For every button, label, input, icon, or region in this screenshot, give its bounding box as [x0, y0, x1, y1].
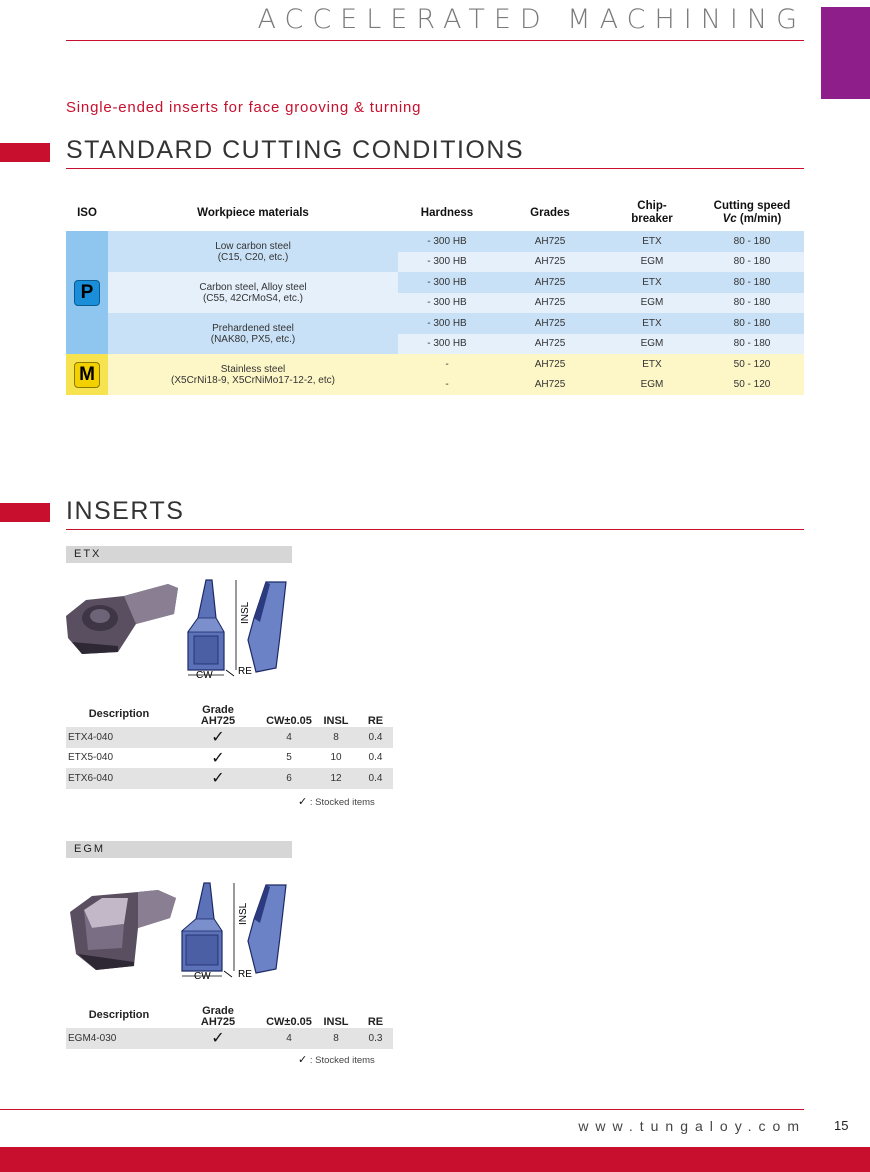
chipbreaker-cell: ETX — [604, 272, 700, 293]
stock-check — [172, 1028, 264, 1049]
re-label: RE — [238, 666, 252, 677]
hardness-cell: - 300 HB — [398, 334, 496, 355]
chipbreaker-cell: EGM — [604, 334, 700, 355]
header-grades: Grades — [530, 206, 570, 219]
chipbreaker-cell: ETX — [604, 313, 700, 334]
header-hardness: Hardness — [420, 206, 474, 219]
cw-label: CW — [196, 670, 213, 681]
header-rule — [66, 40, 804, 41]
insl-label: INSL — [238, 902, 249, 925]
insl-cell: 12 — [314, 768, 358, 789]
header-chipbreaker-line2: breaker — [631, 213, 673, 225]
grade-cell: AH725 — [496, 313, 604, 334]
cw-cell: 4 — [264, 727, 314, 748]
hardness-cell: - 300 HB — [398, 272, 496, 293]
etx-insert-diagram — [180, 578, 300, 682]
speed-cell: 80 - 180 — [700, 231, 804, 252]
header-cutting-speed — [700, 195, 804, 231]
material-detail: (C15, C20, etc.) — [217, 251, 289, 263]
material-detail: (C55, 42CrMoS4, etc.) — [202, 292, 304, 304]
material-cell — [108, 354, 398, 395]
table-header-row — [66, 701, 393, 727]
table-row — [66, 1028, 393, 1049]
header-grade — [172, 1003, 264, 1028]
grade-cell: AH725 — [496, 272, 604, 293]
speed-cell: 80 - 180 — [700, 334, 804, 355]
speed-cell: 80 - 180 — [700, 293, 804, 314]
cw-cell: 6 — [264, 768, 314, 789]
header-grade-line1: Grade — [202, 1005, 234, 1017]
chipbreaker-cell: EGM — [604, 375, 700, 396]
re-label: RE — [238, 969, 252, 980]
page-subtitle: Single-ended inserts for face grooving & turning — [66, 99, 422, 116]
iso-badge-p: P — [74, 280, 100, 306]
speed-cell: 50 - 120 — [700, 375, 804, 396]
table-row — [66, 231, 804, 252]
grade-cell: AH725 — [496, 252, 604, 273]
header-insl: INSL — [323, 715, 349, 727]
description-cell: ETX6-040 — [66, 768, 172, 789]
conditions-section-rule — [66, 168, 804, 169]
egm-insert-diagram — [176, 881, 296, 985]
description-cell: ETX5-040 — [68, 752, 114, 764]
header-cw: CW±0.05 — [266, 715, 312, 727]
insl-cell: 8 — [314, 727, 358, 748]
inserts-section-rule — [66, 529, 804, 530]
hardness-cell: - 300 HB — [398, 313, 496, 334]
stocked-items-note — [298, 1053, 375, 1066]
chipbreaker-cell: ETX — [604, 354, 700, 375]
iso-cell-m — [66, 354, 108, 395]
cw-cell: 5 — [286, 752, 292, 764]
egm-insert-table — [66, 1003, 393, 1049]
grade-cell: AH725 — [496, 334, 604, 355]
insl-cell: 10 — [330, 752, 342, 764]
material-name: Stainless steel — [220, 363, 286, 375]
table-header-row — [66, 1003, 393, 1028]
check-icon: ✓ — [211, 1030, 225, 1048]
iso-cell-p — [66, 231, 108, 354]
material-name: Carbon steel, Alloy steel — [199, 281, 307, 293]
header-description: Description — [88, 1009, 150, 1021]
header-chipbreaker — [604, 195, 700, 231]
check-icon: ✓ — [298, 796, 308, 808]
section-marker — [0, 503, 50, 522]
cw-cell: 4 — [264, 1028, 314, 1049]
check-icon: ✓ — [211, 749, 225, 767]
speed-cell: 80 - 180 — [700, 272, 804, 293]
stocked-items-text: : Stocked items — [309, 1055, 375, 1066]
table-row — [66, 354, 804, 375]
insl-label: INSL — [240, 601, 251, 624]
cutting-conditions-table — [66, 195, 804, 395]
check-icon: ✓ — [211, 729, 225, 747]
material-name: Prehardened steel — [212, 322, 294, 334]
chipbreaker-cell: ETX — [604, 231, 700, 252]
footer-url[interactable]: www.tungaloy.com — [578, 1118, 806, 1134]
header-workpiece: Workpiece materials — [197, 206, 309, 219]
stock-check — [172, 727, 264, 748]
speed-cell: 80 - 180 — [700, 252, 804, 273]
description-cell: ETX4-040 — [66, 727, 172, 748]
inserts-section-title: INSERTS — [66, 497, 185, 525]
header-speed-vc: Vc — [722, 213, 737, 225]
check-icon: ✓ — [298, 1054, 308, 1066]
grade-cell: AH725 — [496, 231, 604, 252]
header-title: ACCELERATED MACHINING — [257, 4, 806, 35]
re-cell: 0.4 — [368, 752, 383, 764]
material-cell — [108, 313, 398, 354]
iso-badge-m: M — [74, 362, 100, 388]
header-grade-name: AH725 — [200, 715, 236, 727]
etx-insert-photo — [62, 580, 182, 660]
header-speed-unit: (m/min) — [736, 213, 782, 225]
egm-insert-photo — [62, 884, 182, 974]
header-re: RE — [367, 1016, 384, 1028]
hardness-cell: - 300 HB — [398, 231, 496, 252]
table-row — [66, 313, 804, 334]
material-name: Low carbon steel — [215, 240, 291, 252]
chipbreaker-cell: EGM — [604, 252, 700, 273]
header-description: Description — [88, 707, 150, 720]
stock-check — [172, 748, 264, 769]
material-detail: (X5CrNi18-9, X5CrNiMo17-12-2, etc) — [171, 374, 335, 386]
re-cell: 0.3 — [358, 1028, 393, 1049]
page-number: 15 — [834, 1118, 849, 1133]
table-header-row — [66, 195, 804, 231]
footer-rule — [0, 1109, 804, 1110]
header-insl: INSL — [323, 1016, 349, 1028]
material-cell — [108, 272, 398, 313]
hardness-cell: - 300 HB — [398, 252, 496, 273]
header-iso: ISO — [77, 206, 97, 219]
speed-cell: 80 - 180 — [700, 313, 804, 334]
re-cell: 0.4 — [358, 727, 393, 748]
egm-label: EGM — [66, 841, 292, 858]
description-cell: EGM4-030 — [66, 1028, 172, 1049]
footer-bar — [0, 1147, 870, 1172]
grade-cell: AH725 — [496, 354, 604, 375]
etx-insert-table — [66, 701, 393, 789]
speed-cell: 50 - 120 — [700, 354, 804, 375]
hardness-cell: - — [398, 375, 496, 396]
material-cell — [108, 231, 398, 272]
stock-check — [172, 768, 264, 789]
table-row — [66, 748, 393, 769]
table-row — [66, 768, 393, 789]
etx-label: ETX — [66, 546, 292, 563]
header-chipbreaker-line1: Chip- — [637, 200, 667, 212]
conditions-section-title: STANDARD CUTTING CONDITIONS — [66, 136, 525, 164]
cw-label: CW — [194, 971, 211, 982]
hardness-cell: - 300 HB — [398, 293, 496, 314]
insl-cell: 8 — [314, 1028, 358, 1049]
table-row — [66, 272, 804, 293]
grade-cell: AH725 — [496, 375, 604, 396]
material-detail: (NAK80, PX5, etc.) — [210, 333, 296, 345]
chipbreaker-cell: EGM — [604, 293, 700, 314]
re-cell: 0.4 — [358, 768, 393, 789]
hardness-cell: - — [398, 354, 496, 375]
header-speed-line1: Cutting speed — [713, 200, 791, 212]
section-marker — [0, 143, 50, 162]
table-row — [66, 727, 393, 748]
check-icon: ✓ — [211, 770, 225, 788]
header-grade — [172, 701, 264, 727]
header-grade-line1: Grade — [202, 704, 234, 716]
header-cw: CW±0.05 — [266, 1016, 312, 1028]
grade-cell: AH725 — [496, 293, 604, 314]
header-grade-name: AH725 — [200, 1016, 236, 1028]
stocked-items-text: : Stocked items — [309, 797, 375, 808]
section-tab — [821, 7, 870, 99]
header-re: RE — [367, 715, 384, 727]
stocked-items-note — [298, 795, 375, 808]
